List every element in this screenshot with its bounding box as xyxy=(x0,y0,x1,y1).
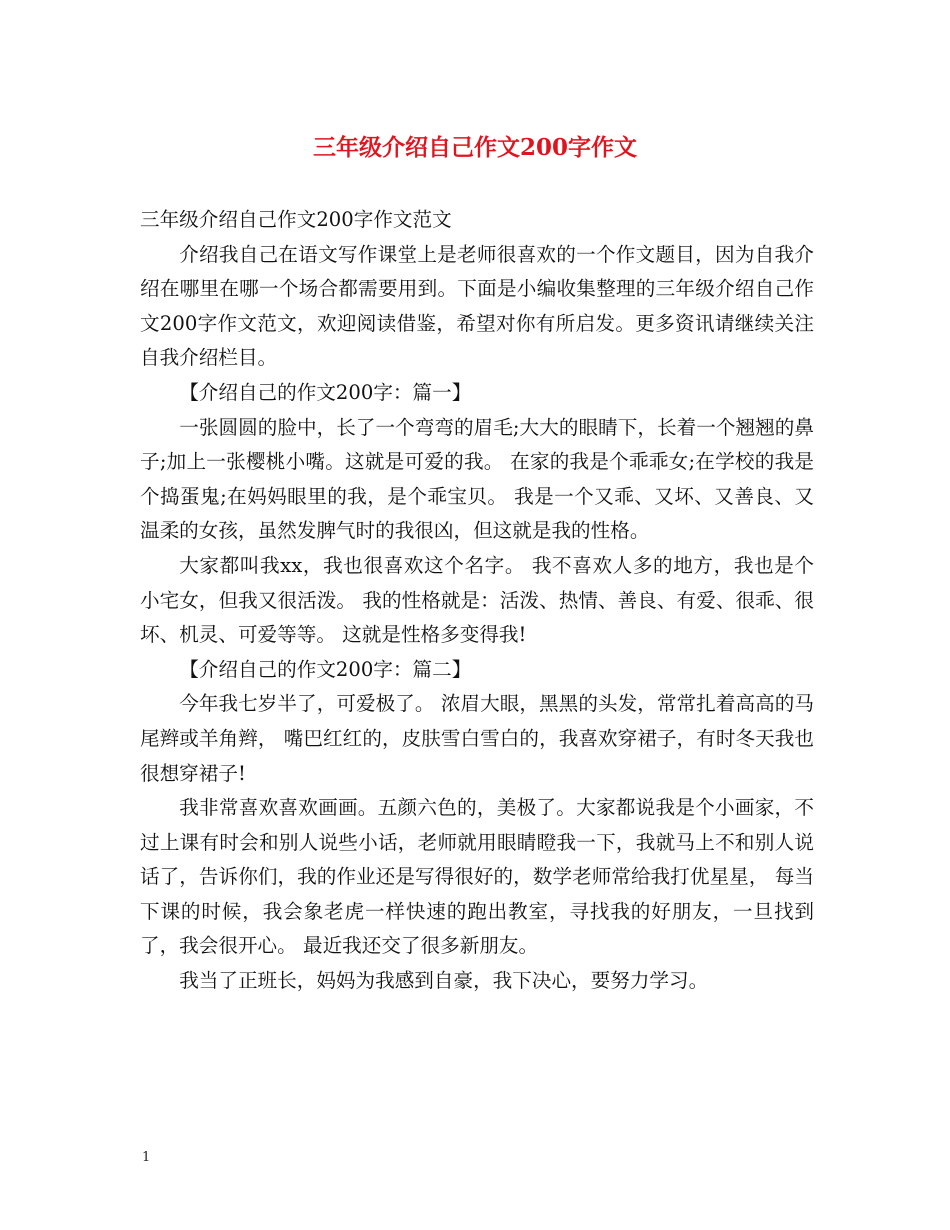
body-paragraph: 一张圆圆的脸中，长了一个弯弯的眉毛;大大的眼睛下，长着一个翘翘的鼻子;加上一张樱桃小嘴。这就是可爱的我。 在家的我是个乖乖女;在学校的我是个捣蛋鬼;在妈妈眼里的我，是个乖宝贝。 我是一个又乖、又坏、又善良、又温柔的女孩，虽然发脾气时的我很凶，但这就是我的性格。 xyxy=(140,415,814,543)
intro-paragraph: 介绍我自己在语文写作课堂上是老师很喜欢的一个作文题目，因为自我介绍在哪里在哪一个场合都需要用到。下面是小编收集整理的三年级介绍自己作文200字作文范文，欢迎阅读借鉴，希望对你有所启发。更多资讯请继续关注自我介绍栏目。 xyxy=(140,242,814,370)
body-paragraph: 我非常喜欢喜欢画画。五颜六色的，美极了。大家都说我是个小画家，不过上课有时会和别人说些小话，老师就用眼睛瞪我一下，我就马上不和别人说话了，告诉你们，我的作业还是写得很好的，数学老师常给我打优星星， 每当下课的时候，我会象老虎一样快速的跑出教室，寻找我的好朋友，一旦找到了，我会很开心。 最近我还交了很多新朋友。 xyxy=(140,796,814,958)
subtitle-paragraph: 三年级介绍自己作文200字作文范文 xyxy=(140,208,452,231)
document-title: 三年级介绍自己作文200字作文 xyxy=(312,134,637,161)
section-heading-one: 【介绍自己的作文200字：篇一】 xyxy=(179,380,472,404)
section-heading-two: 【介绍自己的作文200字：篇二】 xyxy=(179,657,472,681)
body-paragraph: 大家都叫我xx，我也很喜欢这个名字。 我不喜欢人多的地方，我也是个小宅女，但我又很活泼。 我的性格就是：活泼、热情、善良、有爱、很乖、很坏、机灵、可爱等等。 这就是性格多变得我! xyxy=(140,553,814,647)
body-paragraph: 今年我七岁半了，可爱极了。 浓眉大眼，黑黑的头发，常常扎着高高的马尾辫或羊角辫， 嘴巴红红的，皮肤雪白雪白的，我喜欢穿裙子，有时冬天我也很想穿裙子! xyxy=(140,692,814,785)
page-number: 1 xyxy=(142,1150,151,1165)
body-paragraph: 我当了正班长，妈妈为我感到自豪，我下决心，要努力学习。 xyxy=(179,969,709,993)
document-body xyxy=(140,203,814,999)
